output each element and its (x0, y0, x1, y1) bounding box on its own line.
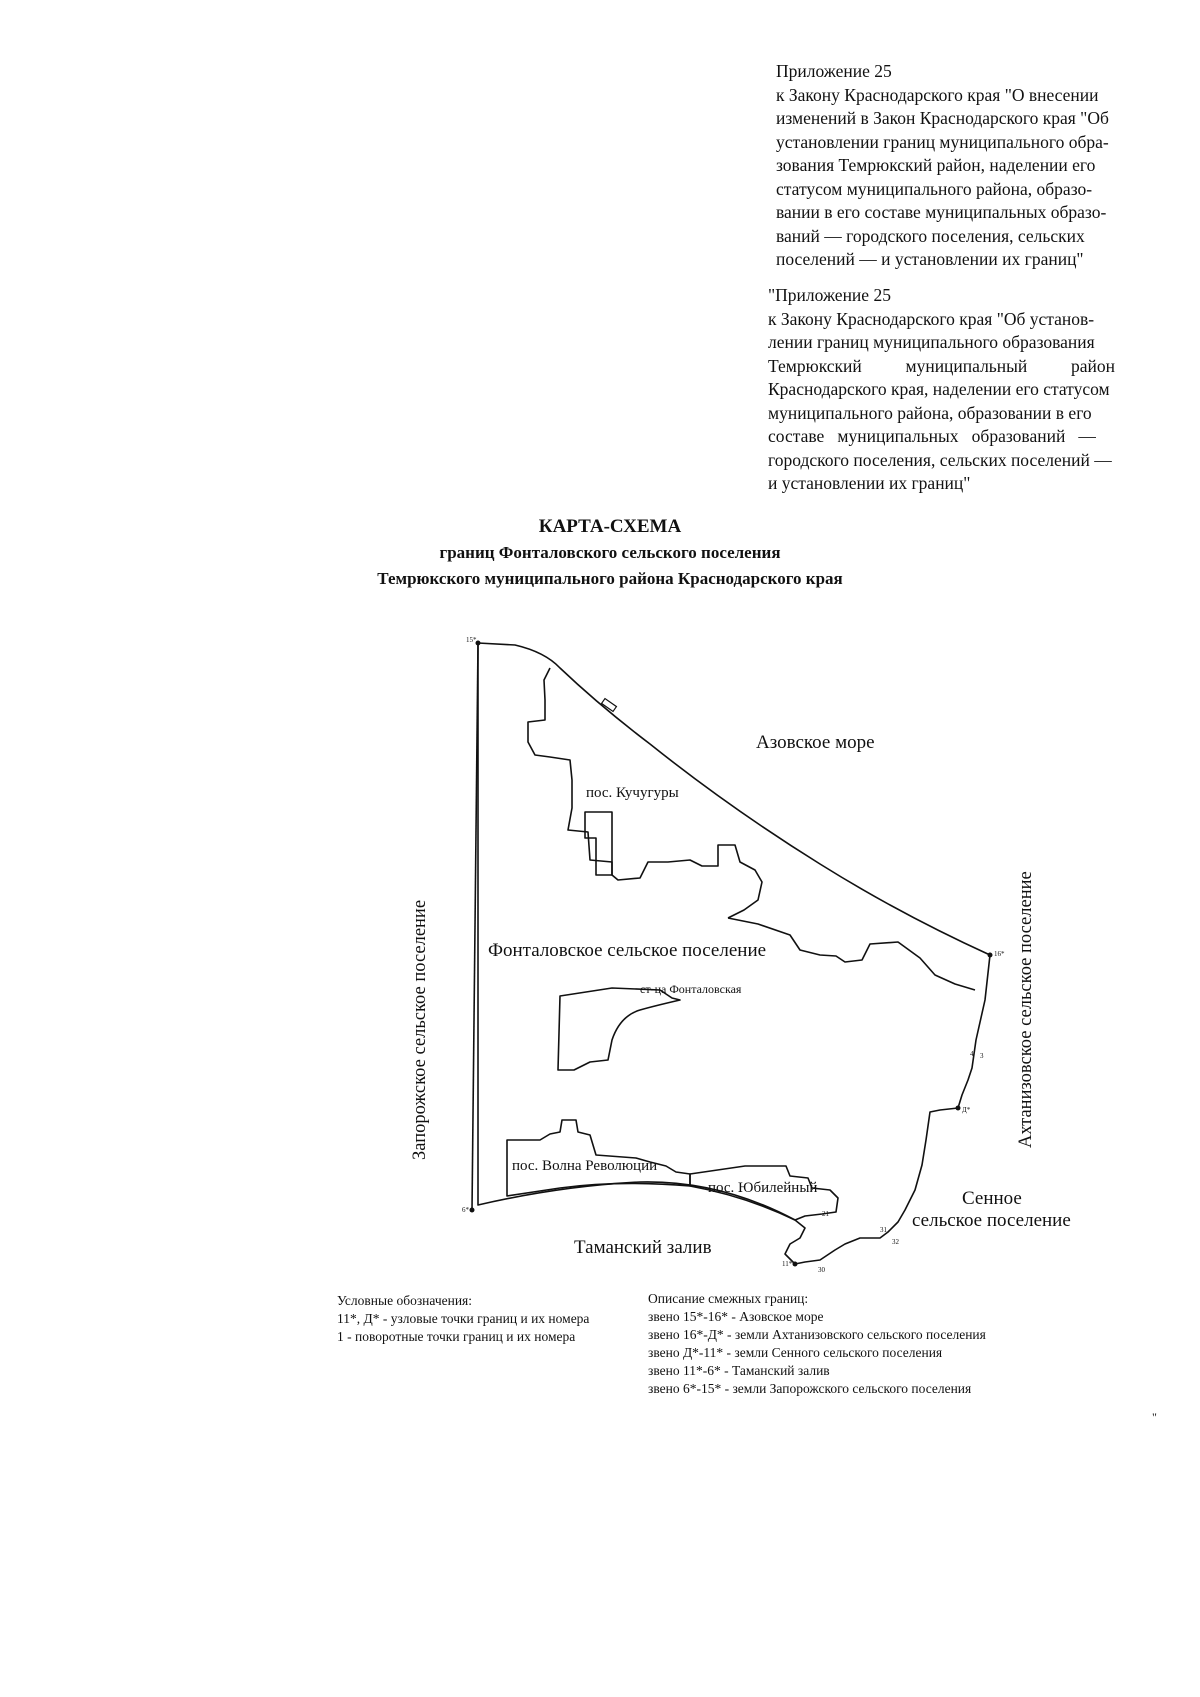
yubileyny-label: пос. Юбилейный (708, 1180, 818, 1196)
legend-item-nodes: 11*, Д* - узловые точки границ и их номера (337, 1311, 590, 1326)
volna-revolyutsii-label: пос. Волна Революции (512, 1158, 658, 1174)
point-label-6: 6* (462, 1206, 469, 1214)
sennoe-label-line-1: Сенное (962, 1188, 1022, 1209)
taman-bay-label: Таманский залив (574, 1237, 712, 1258)
boundary-item: звено 11*-6* - Таманский залив (648, 1363, 830, 1378)
point-label-30: 30 (818, 1266, 825, 1274)
appendix-current-line: установлении границ муниципального обра- (776, 131, 1109, 152)
boundary-item: звено 15*-16* - Азовское море (648, 1309, 824, 1324)
point-label-d: Д* (962, 1106, 971, 1114)
appendix-original-line: муниципального района, образовании в его (768, 402, 1092, 423)
appendix-current-line: изменений в Закон Краснодарского края "Об (776, 108, 1109, 128)
map-legend (337, 1292, 589, 1346)
appendix-original-line: "Приложение 25 (768, 285, 891, 305)
closing-quote-mark: " (1152, 1410, 1157, 1424)
point-label-16: 16* (994, 950, 1005, 958)
boundary-item: звено Д*-11* - земли Сенного сельского поселения (648, 1345, 943, 1360)
appendix-current-line: вании в его составе муниципальных образо- (776, 202, 1107, 222)
appendix-current-line: поселений — и установлении их границ" (776, 249, 1084, 269)
point-label-11: 11* (782, 1260, 793, 1268)
appendix-current-line: Приложение 25 (776, 61, 892, 81)
appendix-original-line: составе муниципальных образований — (768, 426, 1096, 446)
fontalovskaya-boundary (558, 988, 680, 1070)
map-subtitle-line-2: Темрюкского муниципального района Краснодарского края (377, 569, 843, 588)
legend-heading: Условные обозначения: (337, 1293, 473, 1308)
appendix-original-line: Краснодарского края, наделении его статусом (768, 379, 1110, 399)
boundary-item: звено 16*-Д* - земли Ахтанизовского сельского поселения (648, 1327, 986, 1342)
point-label-32: 32 (892, 1238, 899, 1246)
kuchugury-label: пос. Кучугуры (586, 785, 679, 801)
appendix-original-line: лении границ муниципального образования (768, 332, 1095, 352)
node-11-marker (793, 1262, 798, 1267)
sennoe-label-line-2: сельское поселение (912, 1210, 1071, 1231)
node-d-marker (956, 1106, 961, 1111)
fontalovskaya-label: ст-ца Фонталовская (640, 982, 742, 996)
zaporozhskoe-label: Запорожское сельское поселение (410, 899, 430, 1160)
point-label-3: 3 (980, 1052, 984, 1060)
point-label-4: 4 (970, 1050, 974, 1058)
adjacent-boundaries-description (648, 1290, 986, 1398)
point-label-21: 21 (822, 1210, 829, 1218)
west-boundary-line (472, 643, 478, 1210)
coastal-marker (602, 699, 617, 712)
node-16-marker (988, 953, 993, 958)
map-subtitle-line-1: границ Фонталовского сельского поселения (439, 543, 781, 562)
point-label-31: 31 (880, 1226, 887, 1234)
appendix-original-line: Темрюкский муниципальный район (768, 355, 1116, 376)
boundary-item: звено 6*-15* - земли Запорожского сельского поселения (648, 1381, 972, 1396)
legend-item-turning-points: 1 - поворотные точки границ и их номера (337, 1329, 576, 1344)
appendix-original-line: городского поселения, сельских поселений — (768, 449, 1112, 470)
appendix-original-line: к Закону Краснодарского края "Об установ- (768, 308, 1095, 329)
appendix-original-line: и установлении их границ" (768, 473, 971, 493)
appendix-current-line: к Закону Краснодарского края "О внесении (776, 84, 1099, 105)
appendix-current-line: статусом муниципального района, образо- (776, 178, 1093, 199)
akhtanizovskoe-label: Ахтанизовское сельское поселение (1016, 871, 1036, 1148)
point-label-15: 15* (466, 636, 477, 644)
fontalovskoe-settlement-label: Фонталовское сельское поселение (488, 940, 767, 961)
node-6-marker (470, 1208, 475, 1213)
sea-azov-label: Азовское море (756, 732, 875, 753)
appendix-current-line: ваний — городского поселения, сельских (776, 225, 1085, 246)
map-title: КАРТА-СХЕМА (538, 516, 682, 537)
boundaries-heading: Описание смежных границ: (648, 1291, 809, 1306)
appendix-current-line: зования Темрюкский район, наделении его (776, 155, 1096, 175)
